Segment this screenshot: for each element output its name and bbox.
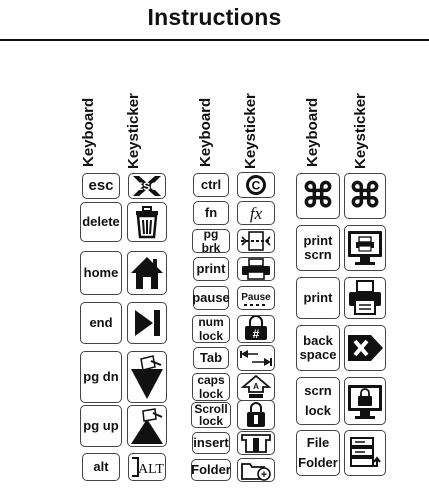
caps-lock-sticker-text: A bbox=[253, 382, 259, 391]
tab-arrow-icon bbox=[237, 345, 275, 371]
header-keysticker-2: Keysticker bbox=[242, 93, 259, 169]
new-folder-icon bbox=[237, 458, 275, 482]
key-backspace: back space bbox=[296, 325, 340, 371]
key-insert: insert bbox=[192, 432, 230, 454]
key-pg-up: pg up bbox=[80, 405, 122, 447]
key-ctrl: ctrl bbox=[193, 173, 229, 197]
header-keyboard-2: Keyboard bbox=[197, 97, 214, 167]
ctrl-sticker-text: C bbox=[251, 178, 261, 193]
key-esc: esc bbox=[82, 173, 120, 199]
trash-icon bbox=[127, 202, 167, 242]
pause-icon bbox=[237, 286, 275, 310]
key-scroll-lock: Scroll lock bbox=[191, 402, 231, 428]
key-fn: fn bbox=[193, 201, 229, 225]
fn-sticker-text: fx bbox=[249, 204, 263, 223]
key-pause: pause bbox=[193, 286, 229, 310]
key-scrn-lock: scrn lock bbox=[296, 377, 340, 425]
esc-icon bbox=[128, 173, 166, 199]
key-print-col3: print bbox=[296, 277, 340, 319]
house-icon bbox=[127, 251, 167, 295]
screen-lock-icon bbox=[344, 377, 386, 425]
print-screen-icon bbox=[344, 225, 386, 271]
alt-sticker-text: ALT bbox=[138, 462, 164, 477]
key-print: print bbox=[193, 257, 229, 281]
scroll-lock-icon bbox=[237, 400, 275, 430]
title-divider bbox=[0, 39, 429, 41]
key-alt: alt bbox=[82, 453, 120, 481]
fn-icon bbox=[237, 201, 275, 225]
page-title: Instructions bbox=[147, 4, 282, 30]
key-pg-dn: pg dn bbox=[80, 351, 122, 403]
alt-icon bbox=[128, 453, 166, 481]
printer-icon bbox=[344, 277, 386, 319]
key-num-lock: num lock bbox=[192, 315, 230, 343]
page-break-icon bbox=[237, 229, 275, 253]
page-down-icon bbox=[127, 351, 167, 403]
key-print-scrn: print scrn bbox=[296, 225, 340, 271]
new-folder-sticker-text: + bbox=[260, 469, 268, 481]
key-delete: delete bbox=[80, 202, 122, 242]
skip-end-icon bbox=[127, 302, 167, 344]
page-up-icon bbox=[127, 405, 167, 447]
header-keyboard-3: Keyboard bbox=[304, 97, 321, 167]
key-home: home bbox=[80, 251, 122, 295]
ctrl-icon bbox=[237, 172, 275, 198]
header-keysticker-3: Keysticker bbox=[352, 93, 369, 169]
num-lock-sticker-text: # bbox=[252, 327, 260, 341]
command-icon: ⌘ bbox=[344, 173, 386, 219]
key-command: ⌘ bbox=[296, 173, 340, 219]
file-folder-icon bbox=[344, 430, 386, 476]
caps-lock-icon bbox=[237, 373, 275, 401]
key-pg-brk: pg brk bbox=[192, 229, 230, 253]
key-file-folder: File Folder bbox=[296, 430, 340, 476]
key-end: end bbox=[80, 302, 122, 344]
key-folder: Folder bbox=[191, 459, 231, 481]
key-tab: Tab bbox=[193, 347, 229, 369]
esc-sticker-text: ESC bbox=[135, 181, 159, 193]
header-keyboard-1: Keyboard bbox=[80, 97, 97, 167]
pause-sticker-text: Pause bbox=[241, 292, 271, 303]
insert-icon bbox=[237, 431, 275, 455]
backspace-icon bbox=[344, 325, 386, 371]
num-lock-icon bbox=[237, 315, 275, 343]
header-keysticker-1: Keysticker bbox=[125, 93, 142, 169]
printer-icon bbox=[237, 257, 275, 281]
key-caps-lock: caps lock bbox=[192, 373, 230, 401]
